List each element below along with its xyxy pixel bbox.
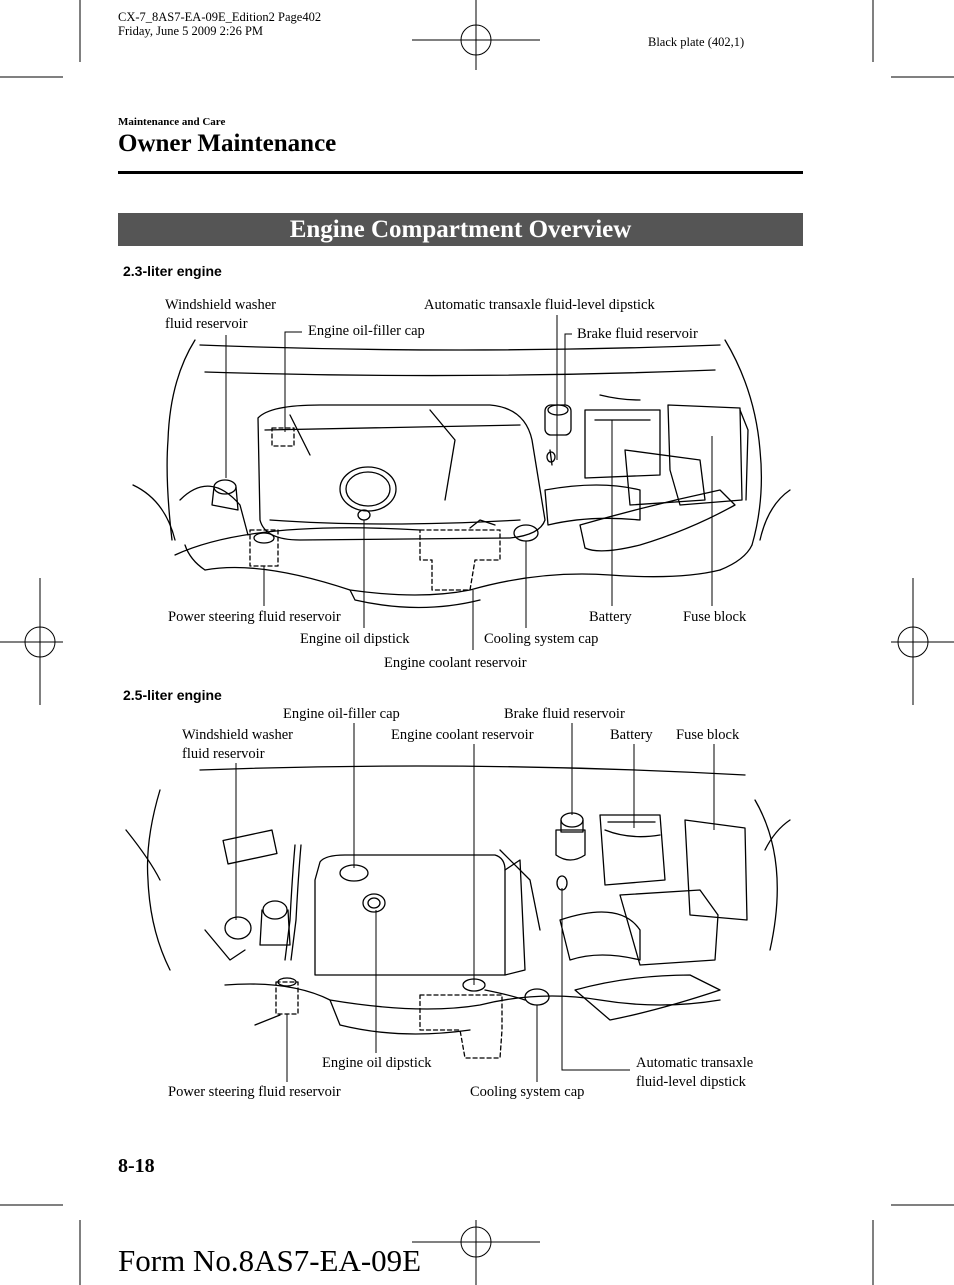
print-file-line: CX-7_8AS7-EA-09E_Edition2 Page402 xyxy=(118,10,322,24)
e25-label-atf-line2: fluid-level dipstick xyxy=(636,1074,746,1090)
e25-label-atf-line1: Automatic transaxle xyxy=(636,1055,754,1071)
e23-label-power-steering: Power steering fluid reservoir xyxy=(168,609,341,625)
e25-label-washer-line2: fluid reservoir xyxy=(182,746,265,762)
e23-label-oil-dipstick: Engine oil dipstick xyxy=(300,631,410,647)
e23-label-washer-line1: Windshield washer xyxy=(165,297,276,313)
e23-label-washer-line2: fluid reservoir xyxy=(165,316,248,332)
engine-23-heading: 2.3-liter engine xyxy=(123,263,222,279)
e25-label-brake: Brake fluid reservoir xyxy=(504,706,625,722)
print-date-line: Friday, June 5 2009 2:26 PM xyxy=(118,24,264,38)
e25-label-coolant-reservoir: Engine coolant reservoir xyxy=(391,727,534,743)
e25-label-battery: Battery xyxy=(610,727,653,743)
e25-label-cooling-cap: Cooling system cap xyxy=(470,1084,585,1100)
form-number: Form No.8AS7-EA-09E xyxy=(118,1243,422,1278)
e23-label-oil-filler: Engine oil-filler cap xyxy=(308,323,425,339)
e23-label-coolant-reservoir: Engine coolant reservoir xyxy=(384,655,527,671)
e23-label-battery: Battery xyxy=(589,609,632,625)
section-label: Maintenance and Care xyxy=(118,116,226,128)
section-banner: Engine Compartment Overview xyxy=(118,213,803,246)
e23-label-fuse: Fuse block xyxy=(683,609,747,625)
e25-label-oil-dipstick: Engine oil dipstick xyxy=(322,1055,432,1071)
e23-label-brake: Brake fluid reservoir xyxy=(577,326,698,342)
e25-label-fuse: Fuse block xyxy=(676,727,740,743)
e23-label-atf-dipstick: Automatic transaxle fluid-level dipstick xyxy=(424,297,655,313)
e25-label-power-steering: Power steering fluid reservoir xyxy=(168,1084,341,1100)
e25-label-washer-line1: Windshield washer xyxy=(182,727,293,743)
print-plate: Black plate (402,1) xyxy=(648,35,745,49)
page-number: 8-18 xyxy=(118,1155,155,1177)
e25-label-oil-filler: Engine oil-filler cap xyxy=(283,706,400,722)
page-title: Owner Maintenance xyxy=(118,130,337,157)
e23-label-cooling-cap: Cooling system cap xyxy=(484,631,599,647)
engine-25-heading: 2.5-liter engine xyxy=(123,687,222,703)
